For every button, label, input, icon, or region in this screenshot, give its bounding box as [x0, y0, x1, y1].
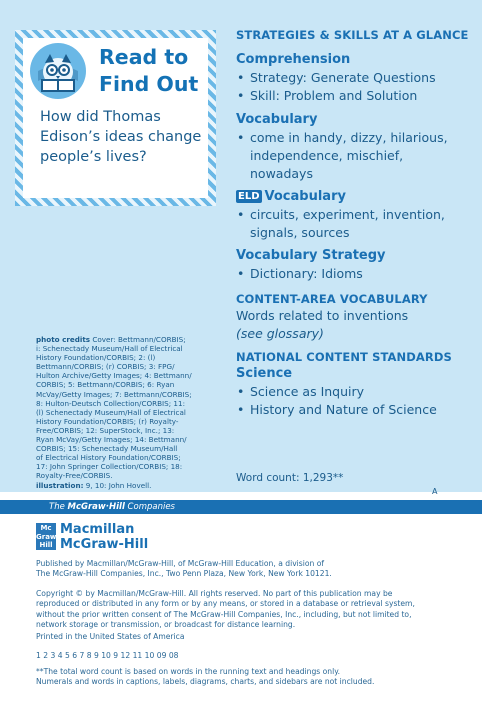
- credits-line-6: CORBIS; 5: Bettmann/CORBIS; 6: Ryan: [36, 380, 175, 390]
- illustration-value: 9, 10: John Hovell.: [83, 480, 152, 490]
- credits-line-14: of Electrical History Foundation/CORBIS;: [36, 453, 181, 463]
- credits-label: photo credits: [36, 335, 91, 344]
- credits-line-8: 8: Hulton-Deutsch Collection/CORBIS; 11:: [36, 398, 185, 408]
- credits-line-3: History Foundation/CORBIS; 2: (l): [36, 353, 156, 363]
- published-line-1: Published by Macmillan/McGraw-Hill, of McGraw-Hill Education, a division of: [36, 559, 325, 568]
- read-to-find-out-title: [99, 44, 209, 98]
- publisher-bar: [0, 500, 482, 514]
- vocabulary-strategy-item: • Dictionary: Idioms: [236, 265, 476, 283]
- logo-line-3: Hill: [39, 541, 53, 549]
- publisher-bar-text: [49, 501, 175, 513]
- eld-vocabulary-label: Vocabulary: [264, 189, 346, 204]
- copyright: [36, 589, 476, 631]
- title-line-2: Find Out: [99, 72, 199, 96]
- mcgraw-hill-logo-icon: [36, 523, 56, 550]
- comprehension-item-1: • Strategy: Generate Questions: [236, 69, 476, 87]
- credits-line-5: Hulton Archive/Getty Images; 4: Bettmann/: [36, 371, 192, 381]
- vocabulary-line-3: nowadays: [250, 166, 313, 181]
- strategies-header: STRATEGIES & SKILLS AT A GLANCE: [236, 28, 469, 42]
- credits-line-15: 17: John Springer Collection/CORBIS; 18:: [36, 462, 183, 472]
- eld-badge: ELD: [238, 191, 260, 202]
- eld-vocabulary-line-2: signals, sources: [250, 225, 350, 240]
- standards-title: Science: [236, 366, 293, 381]
- vocabulary-item: [236, 129, 476, 183]
- comprehension-title: Comprehension: [236, 52, 351, 67]
- content-area-line-2: (see glossary): [236, 326, 324, 341]
- print-numbers: 1 2 3 4 5 6 7 8 9 10 9 12 11 10 09 08: [36, 651, 179, 660]
- published-line-2: The McGraw-Hill Companies, Inc., Two Penn Plaza, New York, New York 10121.: [36, 569, 332, 579]
- photo-credits: [36, 335, 204, 490]
- illustration-label: illustration:: [36, 480, 84, 490]
- credits-line-9: (l) Schenectady Museum/Hall of Electrical: [36, 407, 186, 417]
- content-area-header: CONTENT-AREA VOCABULARY: [236, 292, 428, 306]
- credits-line-13: CORBIS; 15: Schenectady Museum/Hall: [36, 444, 178, 454]
- standards-item-2: • History and Nature of Science: [236, 401, 476, 419]
- word-count-note: [36, 667, 476, 688]
- credits-line-4: Bettmann/CORBIS; (r) CORBIS; 3: FPG/: [36, 362, 175, 372]
- read-to-find-out-inner: [23, 38, 208, 198]
- vocabulary-line-2: independence, mischief,: [250, 148, 404, 163]
- credits-line-11: Free/CORBIS; 12: SuperStock, Inc.; 13:: [36, 425, 175, 435]
- credits-line-12: Ryan McVay/Getty Images; 14: Bettmann/: [36, 435, 187, 445]
- bar-prefix: The: [49, 502, 68, 512]
- credits-line-16: Royalty-Free/CORBIS.: [36, 471, 113, 481]
- vocabulary-line-1: • come in handy, dizzy, hilarious,: [250, 130, 448, 145]
- copyright-line-1: Copyright © by Macmillan/McGraw-Hill. All rights reserved. No part of this publication may be: [36, 589, 393, 598]
- credits-line-10: History Foundation/CORBIS; (r) Royalty-: [36, 416, 179, 426]
- read-to-find-out-box: [15, 30, 216, 206]
- note-line-2: Numerals and words in captions, labels, diagrams, charts, and sidebars are not included.: [36, 677, 375, 687]
- comprehension-item-2: • Skill: Problem and Solution: [236, 87, 476, 105]
- logo-line-1: Mc: [40, 524, 52, 532]
- note-line-1: **The total word count is based on words in the running text and headings only.: [36, 667, 341, 676]
- owl-reading-icon: [28, 41, 88, 101]
- eld-vocabulary-item: [236, 206, 476, 242]
- eld-vocabulary-line-1: • circuits, experiment, invention,: [250, 207, 445, 222]
- copyright-line-3: without the prior written consent of The McGraw-Hill Companies, Inc., including, but not limited to,: [36, 609, 412, 619]
- publisher-name-line-1: Macmillan: [60, 522, 135, 537]
- content-area-line-1: Words related to inventions: [236, 308, 409, 323]
- credits-line-1: [36, 335, 204, 344]
- copyright-line-4: network storage or transmission, or broadcast for distance learning.: [36, 620, 296, 630]
- vocabulary-strategy-title: Vocabulary Strategy: [236, 248, 386, 263]
- level-letter: A: [432, 487, 438, 496]
- logo-line-2: Graw: [36, 532, 57, 541]
- credits-text: Cover: Bettmann/CORBIS;: [90, 335, 186, 344]
- copyright-line-2: reproduced or distributed in any form or by any means, or stored in a database or retrieval system,: [36, 599, 415, 609]
- illustration-credit: [36, 481, 204, 490]
- standards-header: NATIONAL CONTENT STANDARDS: [236, 350, 452, 364]
- publisher-name-line-2: McGraw-Hill: [60, 537, 149, 552]
- credits-line-7: McVay/Getty Images; 7: Bettmann/CORBIS;: [36, 389, 192, 399]
- published-by: [36, 559, 476, 580]
- bar-brand: McGraw·Hill: [67, 502, 125, 512]
- focus-question: How did Thomas Edison’s ideas change people’s lives?: [40, 109, 202, 165]
- printed-in: Printed in the United States of America: [36, 632, 185, 641]
- credits-line-2: i: Schenectady Museum/Hall of Electrical: [36, 344, 183, 354]
- bar-suffix: Companies: [124, 502, 175, 512]
- publisher-name: [60, 522, 148, 552]
- strategies-column: [236, 27, 476, 419]
- standards-item-1: • Science as Inquiry: [236, 383, 476, 401]
- word-count: Word count: 1,293**: [236, 472, 344, 484]
- title-line-1: Read to: [99, 45, 189, 69]
- vocabulary-title: Vocabulary: [236, 112, 318, 127]
- eld-vocabulary-title: [236, 188, 476, 206]
